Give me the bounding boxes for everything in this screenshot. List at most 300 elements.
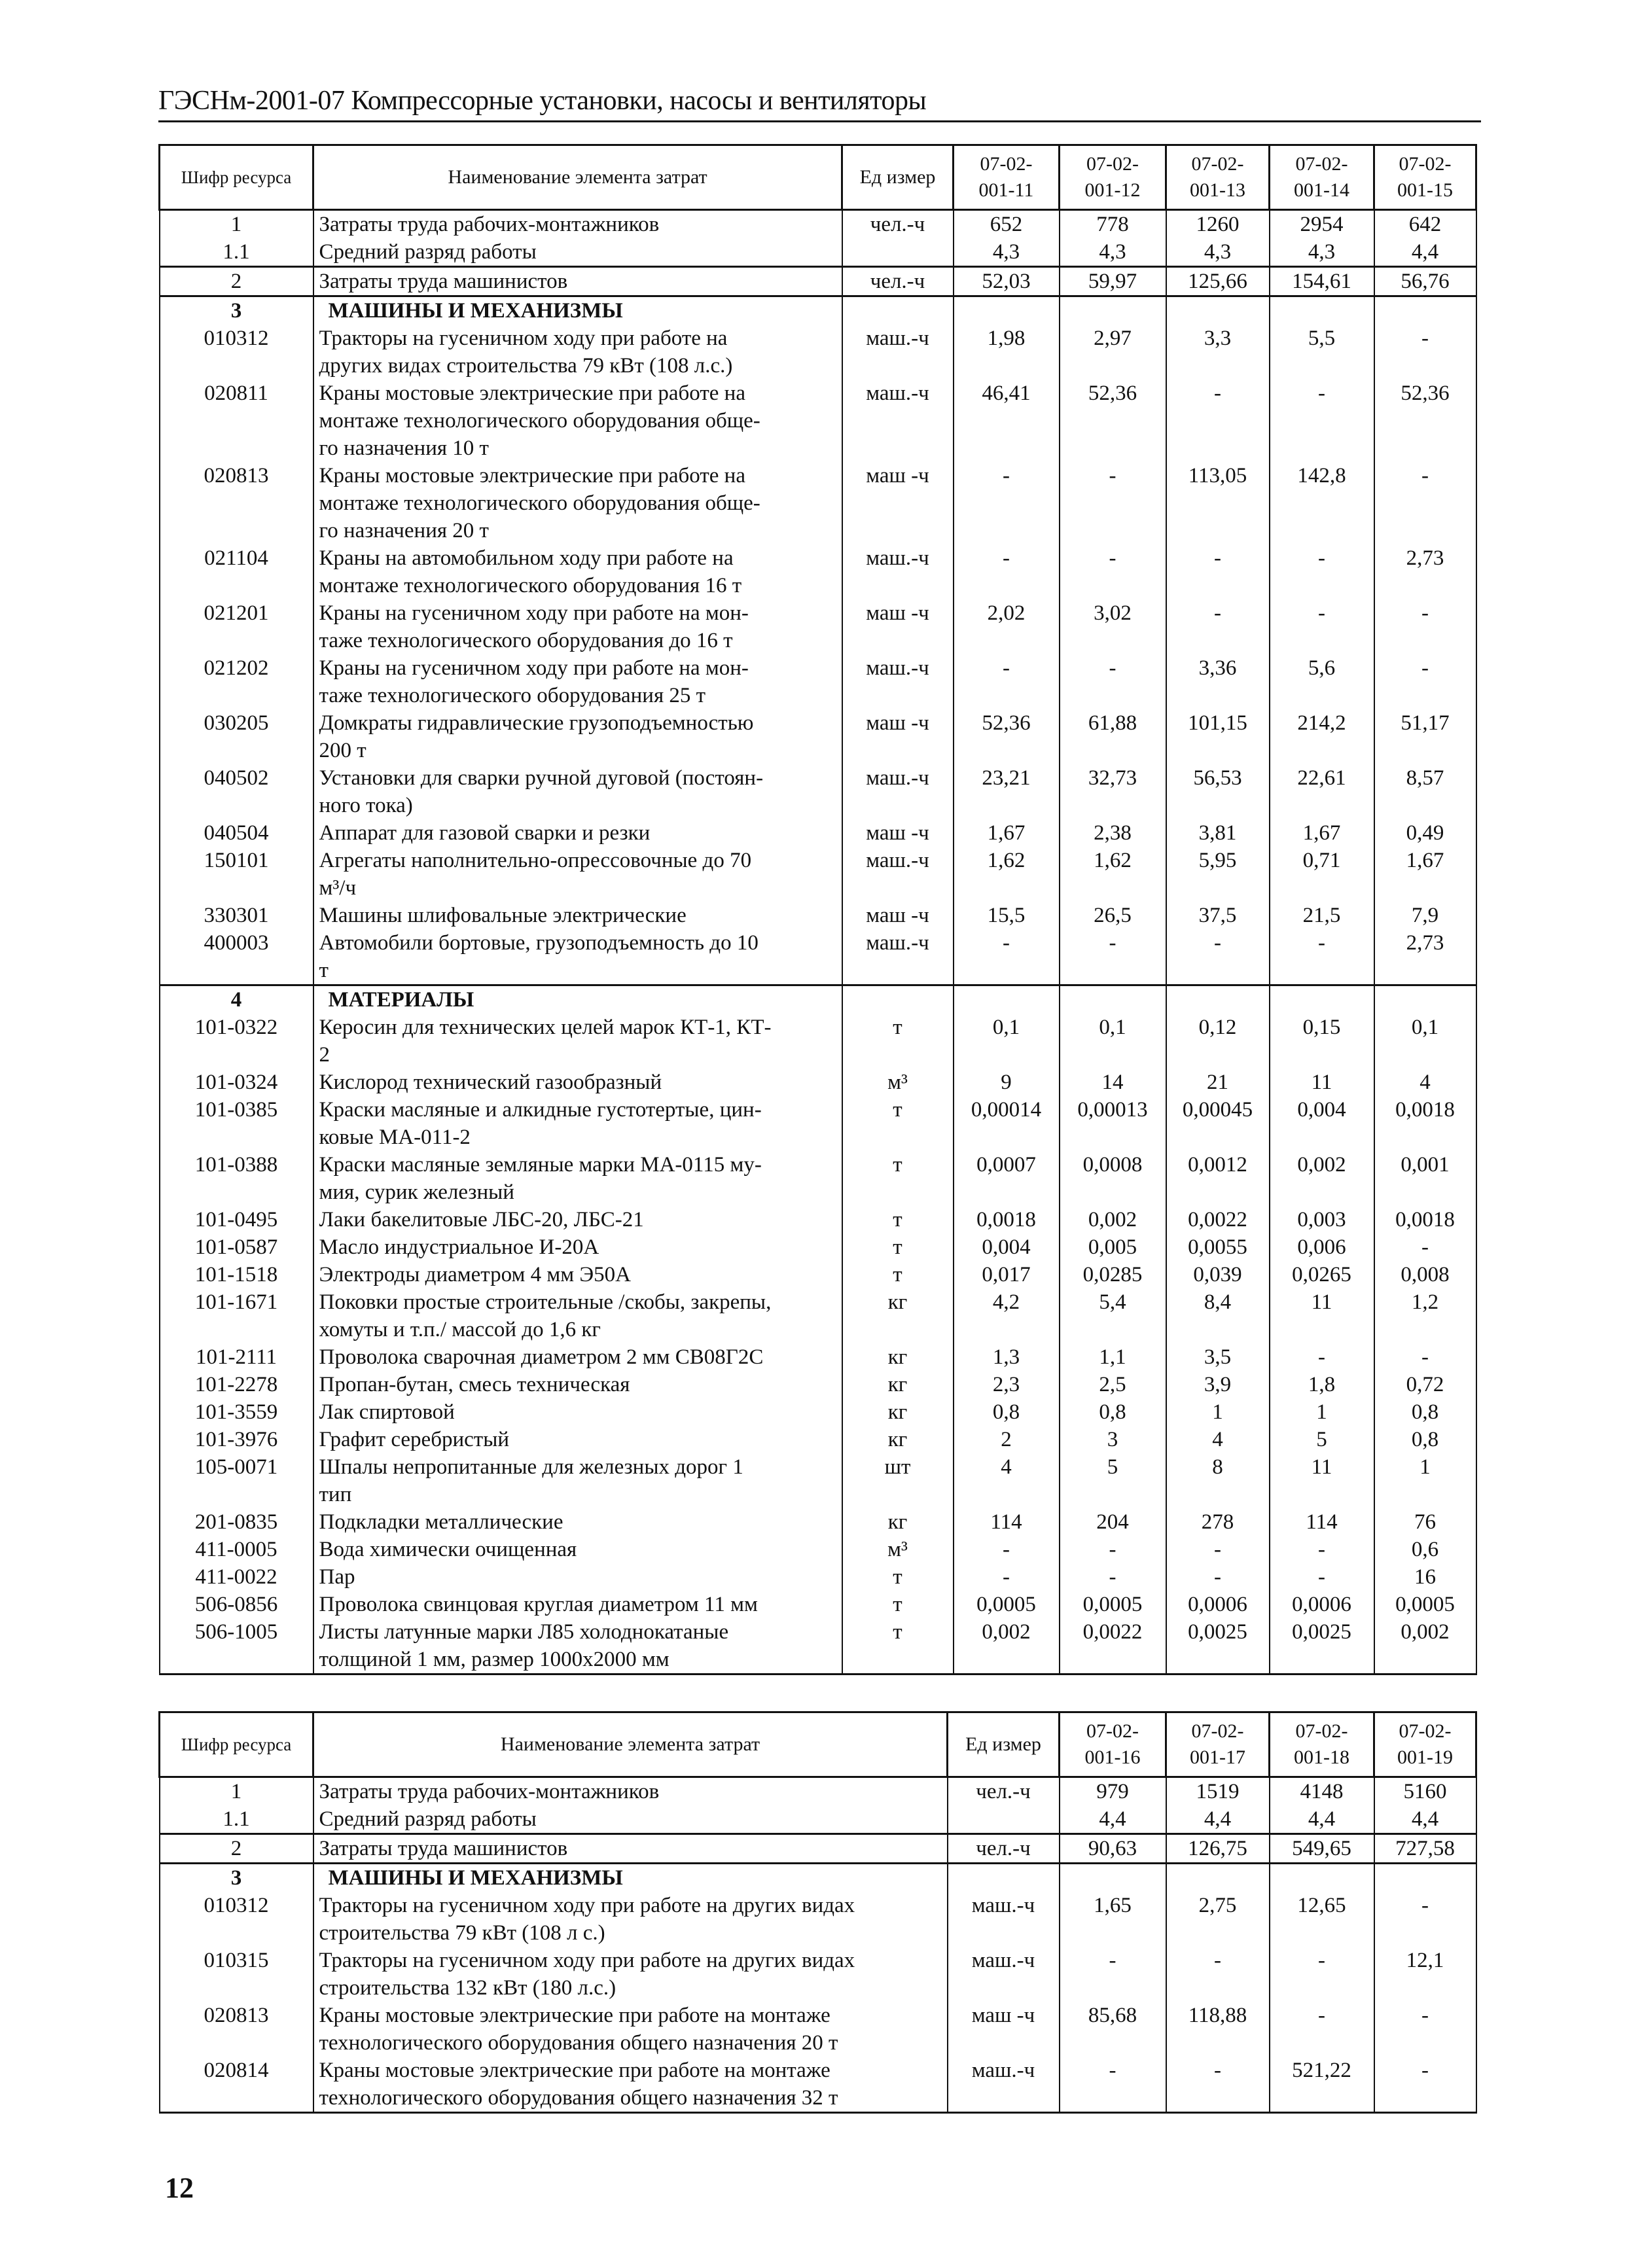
norm-value: 0,001 — [1374, 1151, 1476, 1206]
norm-value — [1374, 985, 1476, 1014]
unit-of-measure: маш -ч — [842, 902, 954, 929]
resource-code: 101-0385 — [160, 1096, 313, 1151]
norm-value: 0,8 — [954, 1398, 1060, 1426]
table-row — [160, 709, 1476, 764]
cost-element-name: Листы латунные марки Л85 холоднокатаные толщиной 1 мм, размер 1000х2000 мм — [313, 1618, 842, 1674]
norm-value: 1,98 — [954, 325, 1060, 380]
resource-code: 101-2111 — [160, 1343, 313, 1371]
header-unit: Ед измер — [948, 1712, 1060, 1777]
norm-value: 23,21 — [954, 764, 1060, 819]
norm-value: - — [1374, 1233, 1476, 1261]
resource-code: 201-0835 — [160, 1508, 313, 1536]
norm-value: 2,73 — [1374, 544, 1476, 599]
norm-value: 16 — [1374, 1563, 1476, 1591]
norm-value: 4148 — [1270, 1777, 1374, 1806]
norm-value: 0,6 — [1374, 1536, 1476, 1563]
norm-value: 56,76 — [1374, 267, 1476, 296]
norm-value: 4 — [1166, 1426, 1270, 1453]
table-row — [160, 1508, 1476, 1536]
cost-element-name: Тракторы на гусеничном ходу при работе на других видах строительства 79 кВт (108 л с.) — [313, 1892, 948, 1947]
norm-value: 3,9 — [1166, 1371, 1270, 1398]
resource-code: 021104 — [160, 544, 313, 599]
table-row — [160, 1233, 1476, 1261]
norm-value: 125,66 — [1166, 267, 1270, 296]
norm-value: 0,1 — [1374, 1014, 1476, 1069]
norm-value: 0,72 — [1374, 1371, 1476, 1398]
table-row — [160, 847, 1476, 902]
cost-element-name: Средний разряд работы — [313, 238, 842, 267]
norm-value: 0,039 — [1166, 1261, 1270, 1288]
norm-value: 1,65 — [1060, 1892, 1166, 1947]
header-norm-code: 07-02- 001-13 — [1166, 145, 1270, 210]
table-row — [160, 1371, 1476, 1398]
cost-element-name: Краны на гусеничном ходу при работе на мон- таже технологического оборудования до 16 т — [313, 599, 842, 654]
cost-element-name: Тракторы на гусеничном ходу при работе на других видах строительства 132 кВт (180 л.с.) — [313, 1947, 948, 2002]
norm-value: 278 — [1166, 1508, 1270, 1536]
resource-code: 3 — [160, 1864, 313, 1892]
norm-value: 2,02 — [954, 599, 1060, 654]
resource-code: 1.1 — [160, 238, 313, 267]
table-row — [160, 902, 1476, 929]
norm-value: 521,22 — [1270, 2057, 1374, 2113]
norm-value: 52,36 — [1060, 380, 1166, 462]
table-row — [160, 1834, 1476, 1864]
norm-value — [1374, 1864, 1476, 1892]
unit-of-measure — [842, 985, 954, 1014]
norm-value: 0,0025 — [1270, 1618, 1374, 1674]
cost-element-name: Затраты труда машинистов — [313, 267, 842, 296]
header-code: Шифр ресурса — [160, 145, 313, 210]
norm-value: 32,73 — [1060, 764, 1166, 819]
norm-value: 1,67 — [1270, 819, 1374, 847]
norm-value: 0,71 — [1270, 847, 1374, 902]
table-row — [160, 1591, 1476, 1618]
resource-code: 101-3976 — [160, 1426, 313, 1453]
table-row — [160, 1069, 1476, 1096]
cost-element-name: Поковки простые строительные /скобы, закрепы, хомуты и т.п./ массой до 1,6 кг — [313, 1288, 842, 1343]
norm-value: 0,12 — [1166, 1014, 1270, 1069]
norm-value — [1060, 1864, 1166, 1892]
unit-of-measure: т — [842, 1206, 954, 1233]
unit-of-measure: т — [842, 1261, 954, 1288]
cost-element-name: МАТЕРИАЛЫ — [313, 985, 842, 1014]
norm-value: - — [1060, 544, 1166, 599]
resource-code: 105-0071 — [160, 1453, 313, 1508]
norm-value: - — [954, 544, 1060, 599]
unit-of-measure: маш.-ч — [842, 544, 954, 599]
norm-value — [1166, 296, 1270, 325]
cost-element-name: Шпалы непропитанные для железных дорог 1 тип — [313, 1453, 842, 1508]
resource-code: 020813 — [160, 462, 313, 544]
norm-value: 4,4 — [1374, 238, 1476, 267]
cost-element-name: Пропан-бутан, смесь техническая — [313, 1371, 842, 1398]
norm-value: 118,88 — [1166, 2002, 1270, 2057]
resource-code: 101-0388 — [160, 1151, 313, 1206]
norm-value: - — [1166, 380, 1270, 462]
norm-value: 4,4 — [1166, 1805, 1270, 1834]
table-row — [160, 1777, 1476, 1806]
resource-code: 020814 — [160, 2057, 313, 2113]
unit-of-measure: т — [842, 1151, 954, 1206]
resource-code: 101-1518 — [160, 1261, 313, 1288]
header-norm-code: 07-02- 001-12 — [1060, 145, 1166, 210]
norm-value: 7,9 — [1374, 902, 1476, 929]
table-row — [160, 325, 1476, 380]
resource-code: 101-0495 — [160, 1206, 313, 1233]
norm-value: 5,5 — [1270, 325, 1374, 380]
page-header-title: ГЭСНм-2001-07 Компрессорные установки, насосы и вентиляторы — [158, 85, 1481, 122]
norm-value: 4,4 — [1060, 1805, 1166, 1834]
norm-value: - — [1060, 462, 1166, 544]
norm-value: 1,67 — [954, 819, 1060, 847]
norm-value: 0,008 — [1374, 1261, 1476, 1288]
norm-value: 11 — [1270, 1069, 1374, 1096]
norm-value: - — [954, 654, 1060, 709]
norm-value: 21,5 — [1270, 902, 1374, 929]
norm-value: - — [1060, 1536, 1166, 1563]
cost-element-name: Домкраты гидравлические грузоподъемностью 200 т — [313, 709, 842, 764]
norm-value: 549,65 — [1270, 1834, 1374, 1864]
cost-element-name: Краны на гусеничном ходу при работе на мон- таже технологического оборудования 25 т — [313, 654, 842, 709]
header-norm-code: 07-02- 001-17 — [1166, 1712, 1270, 1777]
unit-of-measure: кг — [842, 1398, 954, 1426]
norm-value: 979 — [1060, 1777, 1166, 1806]
resource-code: 3 — [160, 296, 313, 325]
cost-element-name: Краски масляные и алкидные густотертые, цин- ковые МА-011-2 — [313, 1096, 842, 1151]
norm-value: 26,5 — [1060, 902, 1166, 929]
resource-code: 020811 — [160, 380, 313, 462]
resource-code: 2 — [160, 267, 313, 296]
unit-of-measure: т — [842, 1563, 954, 1591]
norm-value: 37,5 — [1166, 902, 1270, 929]
norm-value: - — [1374, 462, 1476, 544]
norm-value: 8,57 — [1374, 764, 1476, 819]
norm-value: 4 — [954, 1453, 1060, 1508]
norm-value: 0,006 — [1270, 1233, 1374, 1261]
table-row — [160, 1206, 1476, 1233]
norm-value: - — [1060, 1947, 1166, 2002]
header-code: Шифр ресурса — [160, 1712, 313, 1777]
norm-value: 0,005 — [1060, 1233, 1166, 1261]
resource-code: 101-3559 — [160, 1398, 313, 1426]
norm-value: - — [1270, 929, 1374, 985]
norm-value: 1,67 — [1374, 847, 1476, 902]
norm-value: 114 — [1270, 1508, 1374, 1536]
table-row — [160, 1453, 1476, 1508]
norm-value: 9 — [954, 1069, 1060, 1096]
norm-value: - — [1374, 2002, 1476, 2057]
table-header-row — [160, 1712, 1476, 1777]
header-norm-code: 07-02- 001-19 — [1374, 1712, 1476, 1777]
resource-code: 1.1 — [160, 1805, 313, 1834]
cost-element-name: Вода химически очищенная — [313, 1536, 842, 1563]
norm-value — [954, 985, 1060, 1014]
norm-value: - — [1166, 544, 1270, 599]
section-row — [160, 1864, 1476, 1892]
resource-code: 1 — [160, 1777, 313, 1806]
norm-value: 642 — [1374, 210, 1476, 239]
norm-value: - — [1270, 1343, 1374, 1371]
unit-of-measure: маш -ч — [842, 599, 954, 654]
norm-value: 4,2 — [954, 1288, 1060, 1343]
unit-of-measure — [842, 238, 954, 267]
cost-element-name: Подкладки металлические — [313, 1508, 842, 1536]
resource-code: 021201 — [160, 599, 313, 654]
norm-value: - — [1270, 2002, 1374, 2057]
unit-of-measure: маш -ч — [842, 819, 954, 847]
norm-value: 0,004 — [954, 1233, 1060, 1261]
norm-value: 778 — [1060, 210, 1166, 239]
norm-value: 0,0022 — [1166, 1206, 1270, 1233]
norm-value: 12,65 — [1270, 1892, 1374, 1947]
table-row — [160, 929, 1476, 985]
table-row — [160, 544, 1476, 599]
norm-value: 5,4 — [1060, 1288, 1166, 1343]
table-row — [160, 1343, 1476, 1371]
table-row — [160, 1288, 1476, 1343]
table-row — [160, 210, 1476, 239]
norm-value: 8,4 — [1166, 1288, 1270, 1343]
norm-value: - — [1270, 544, 1374, 599]
norm-value: 52,36 — [1374, 380, 1476, 462]
norm-value — [954, 296, 1060, 325]
cost-element-name: Средний разряд работы — [313, 1805, 948, 1834]
norm-value: 1,8 — [1270, 1371, 1374, 1398]
norm-value: 652 — [954, 210, 1060, 239]
unit-of-measure: т — [842, 1014, 954, 1069]
table-row — [160, 1892, 1476, 1947]
unit-of-measure: маш -ч — [842, 462, 954, 544]
norm-value: 3,5 — [1166, 1343, 1270, 1371]
resource-code: 330301 — [160, 902, 313, 929]
norm-value: 0,00045 — [1166, 1096, 1270, 1151]
norm-value: - — [1270, 1563, 1374, 1591]
cost-element-name: Кислород технический газообразный — [313, 1069, 842, 1096]
norm-value: 0,00013 — [1060, 1096, 1166, 1151]
norm-value: 126,75 — [1166, 1834, 1270, 1864]
table-row — [160, 1947, 1476, 2002]
norm-value: 4,4 — [1374, 1805, 1476, 1834]
norm-value: - — [1270, 1947, 1374, 2002]
table-row — [160, 1618, 1476, 1674]
norm-value: - — [1374, 2057, 1476, 2113]
resource-code: 2 — [160, 1834, 313, 1864]
norm-value: 0,0055 — [1166, 1233, 1270, 1261]
cost-element-name: Краны мостовые электрические при работе на монтаже технологического оборудования обще- го назначения 10 т — [313, 380, 842, 462]
norm-value: 1 — [1270, 1398, 1374, 1426]
norm-value: - — [954, 1563, 1060, 1591]
norm-value: - — [954, 462, 1060, 544]
resource-table-2 — [158, 1711, 1477, 2114]
norm-value: - — [1060, 1563, 1166, 1591]
norm-value: 0,8 — [1374, 1426, 1476, 1453]
resource-code: 030205 — [160, 709, 313, 764]
cost-element-name: МАШИНЫ И МЕХАНИЗМЫ — [313, 296, 842, 325]
unit-of-measure: м³ — [842, 1536, 954, 1563]
unit-of-measure: кг — [842, 1343, 954, 1371]
resource-table-1 — [158, 144, 1477, 1675]
norm-value: 46,41 — [954, 380, 1060, 462]
norm-value: - — [1166, 1536, 1270, 1563]
table-row — [160, 462, 1476, 544]
resource-code: 101-2278 — [160, 1371, 313, 1398]
norm-value: 85,68 — [1060, 2002, 1166, 2057]
norm-value: - — [1374, 325, 1476, 380]
norm-value: 4,4 — [1270, 1805, 1374, 1834]
unit-of-measure: чел.-ч — [842, 210, 954, 239]
norm-value — [1166, 985, 1270, 1014]
norm-value: - — [954, 929, 1060, 985]
unit-of-measure: маш -ч — [948, 2002, 1060, 2057]
norm-value: 76 — [1374, 1508, 1476, 1536]
resource-code: 1 — [160, 210, 313, 239]
norm-value: 0,017 — [954, 1261, 1060, 1288]
unit-of-measure: т — [842, 1233, 954, 1261]
table-row — [160, 2002, 1476, 2057]
norm-value: 154,61 — [1270, 267, 1374, 296]
norm-value: 56,53 — [1166, 764, 1270, 819]
norm-value: 11 — [1270, 1288, 1374, 1343]
norm-value: 0,00014 — [954, 1096, 1060, 1151]
norm-value: 4,3 — [1060, 238, 1166, 267]
unit-of-measure: кг — [842, 1426, 954, 1453]
norm-value: 0,0025 — [1166, 1618, 1270, 1674]
unit-of-measure: т — [842, 1096, 954, 1151]
norm-value: 0,002 — [1374, 1618, 1476, 1674]
norm-value: 0,003 — [1270, 1206, 1374, 1233]
cost-element-name: Лаки бакелитовые ЛБС-20, ЛБС-21 — [313, 1206, 842, 1233]
norm-value: - — [1166, 929, 1270, 985]
norm-value: 4,3 — [1270, 238, 1374, 267]
resource-code: 040502 — [160, 764, 313, 819]
norm-value — [1270, 296, 1374, 325]
norm-value: 5 — [1060, 1453, 1166, 1508]
cost-element-name: Краны мостовые электрические при работе на монтаже технологического оборудования общего назначения 32 т — [313, 2057, 948, 2113]
norm-value: 0,0012 — [1166, 1151, 1270, 1206]
norm-value: - — [1166, 2057, 1270, 2113]
norm-value — [1166, 1864, 1270, 1892]
unit-of-measure: кг — [842, 1288, 954, 1343]
norm-value: 90,63 — [1060, 1834, 1166, 1864]
norm-value: 0,8 — [1060, 1398, 1166, 1426]
cost-element-name: Графит серебристый — [313, 1426, 842, 1453]
resource-code: 506-0856 — [160, 1591, 313, 1618]
norm-value: 1,3 — [954, 1343, 1060, 1371]
unit-of-measure — [948, 1805, 1060, 1834]
table-row — [160, 1014, 1476, 1069]
unit-of-measure: чел.-ч — [948, 1834, 1060, 1864]
table-row — [160, 1563, 1476, 1591]
unit-of-measure: чел.-ч — [842, 267, 954, 296]
norm-value: 22,61 — [1270, 764, 1374, 819]
section-row — [160, 985, 1476, 1014]
norm-value: 101,15 — [1166, 709, 1270, 764]
norm-value: - — [1270, 380, 1374, 462]
cost-element-name: Аппарат для газовой сварки и резки — [313, 819, 842, 847]
table-row — [160, 1426, 1476, 1453]
table-row — [160, 2057, 1476, 2113]
resource-code: 040504 — [160, 819, 313, 847]
table-row — [160, 764, 1476, 819]
norm-value: 0,15 — [1270, 1014, 1374, 1069]
norm-value: 0,0018 — [1374, 1206, 1476, 1233]
norm-value: 5160 — [1374, 1777, 1476, 1806]
norm-value: - — [1374, 1892, 1476, 1947]
table-header-row — [160, 145, 1476, 210]
unit-of-measure — [842, 296, 954, 325]
norm-value: 0,002 — [1060, 1206, 1166, 1233]
norm-value: 51,17 — [1374, 709, 1476, 764]
norm-value: 4 — [1374, 1069, 1476, 1096]
unit-of-measure: маш.-ч — [842, 847, 954, 902]
cost-element-name: Затраты труда машинистов — [313, 1834, 948, 1864]
norm-value: 2,75 — [1166, 1892, 1270, 1947]
resource-code: 010312 — [160, 1892, 313, 1947]
norm-value: 3,02 — [1060, 599, 1166, 654]
unit-of-measure: маш.-ч — [948, 2057, 1060, 2113]
cost-element-name: Тракторы на гусеничном ходу при работе на других видах строительства 79 кВт (108 л.с.) — [313, 325, 842, 380]
norm-value: 0,0007 — [954, 1151, 1060, 1206]
cost-element-name: Лак спиртовой — [313, 1398, 842, 1426]
resource-code: 506-1005 — [160, 1618, 313, 1674]
norm-value: 52,03 — [954, 267, 1060, 296]
norm-value: 0,0006 — [1166, 1591, 1270, 1618]
norm-value: - — [1166, 1947, 1270, 2002]
norm-value: 0,0005 — [1060, 1591, 1166, 1618]
table-row — [160, 238, 1476, 267]
norm-value: - — [1270, 599, 1374, 654]
norm-value: 0,002 — [954, 1618, 1060, 1674]
cost-element-name: Агрегаты наполнительно-опрессовочные до 70 м³/ч — [313, 847, 842, 902]
norm-value — [1270, 1864, 1374, 1892]
norm-value: 114 — [954, 1508, 1060, 1536]
resource-code: 4 — [160, 985, 313, 1014]
norm-value: 12,1 — [1374, 1947, 1476, 2002]
norm-value: 2954 — [1270, 210, 1374, 239]
resource-code: 021202 — [160, 654, 313, 709]
norm-value — [1060, 985, 1166, 1014]
resource-code: 020813 — [160, 2002, 313, 2057]
norm-value: 1519 — [1166, 1777, 1270, 1806]
unit-of-measure: т — [842, 1618, 954, 1674]
resource-code: 411-0022 — [160, 1563, 313, 1591]
unit-of-measure: кг — [842, 1371, 954, 1398]
table-row — [160, 1096, 1476, 1151]
cost-element-name: МАШИНЫ И МЕХАНИЗМЫ — [313, 1864, 948, 1892]
norm-value: 1,62 — [954, 847, 1060, 902]
norm-value: 61,88 — [1060, 709, 1166, 764]
unit-of-measure: м³ — [842, 1069, 954, 1096]
norm-value: 3,81 — [1166, 819, 1270, 847]
norm-value: 0,8 — [1374, 1398, 1476, 1426]
norm-value: 1260 — [1166, 210, 1270, 239]
cost-element-name: Проволока сварочная диаметром 2 мм СВ08Г2С — [313, 1343, 842, 1371]
cost-element-name: Масло индустриальное И-20А — [313, 1233, 842, 1261]
norm-value: 0,0005 — [1374, 1591, 1476, 1618]
norm-value: 0,002 — [1270, 1151, 1374, 1206]
table-row — [160, 1261, 1476, 1288]
norm-value: - — [1270, 1536, 1374, 1563]
norm-value: 727,58 — [1374, 1834, 1476, 1864]
cost-element-name: Керосин для технических целей марок КТ-1, КТ- 2 — [313, 1014, 842, 1069]
norm-value: 3,36 — [1166, 654, 1270, 709]
norm-value — [1060, 296, 1166, 325]
unit-of-measure: шт — [842, 1453, 954, 1508]
norm-value: 14 — [1060, 1069, 1166, 1096]
unit-of-measure: маш -ч — [842, 709, 954, 764]
resource-code: 400003 — [160, 929, 313, 985]
norm-value: 0,1 — [954, 1014, 1060, 1069]
